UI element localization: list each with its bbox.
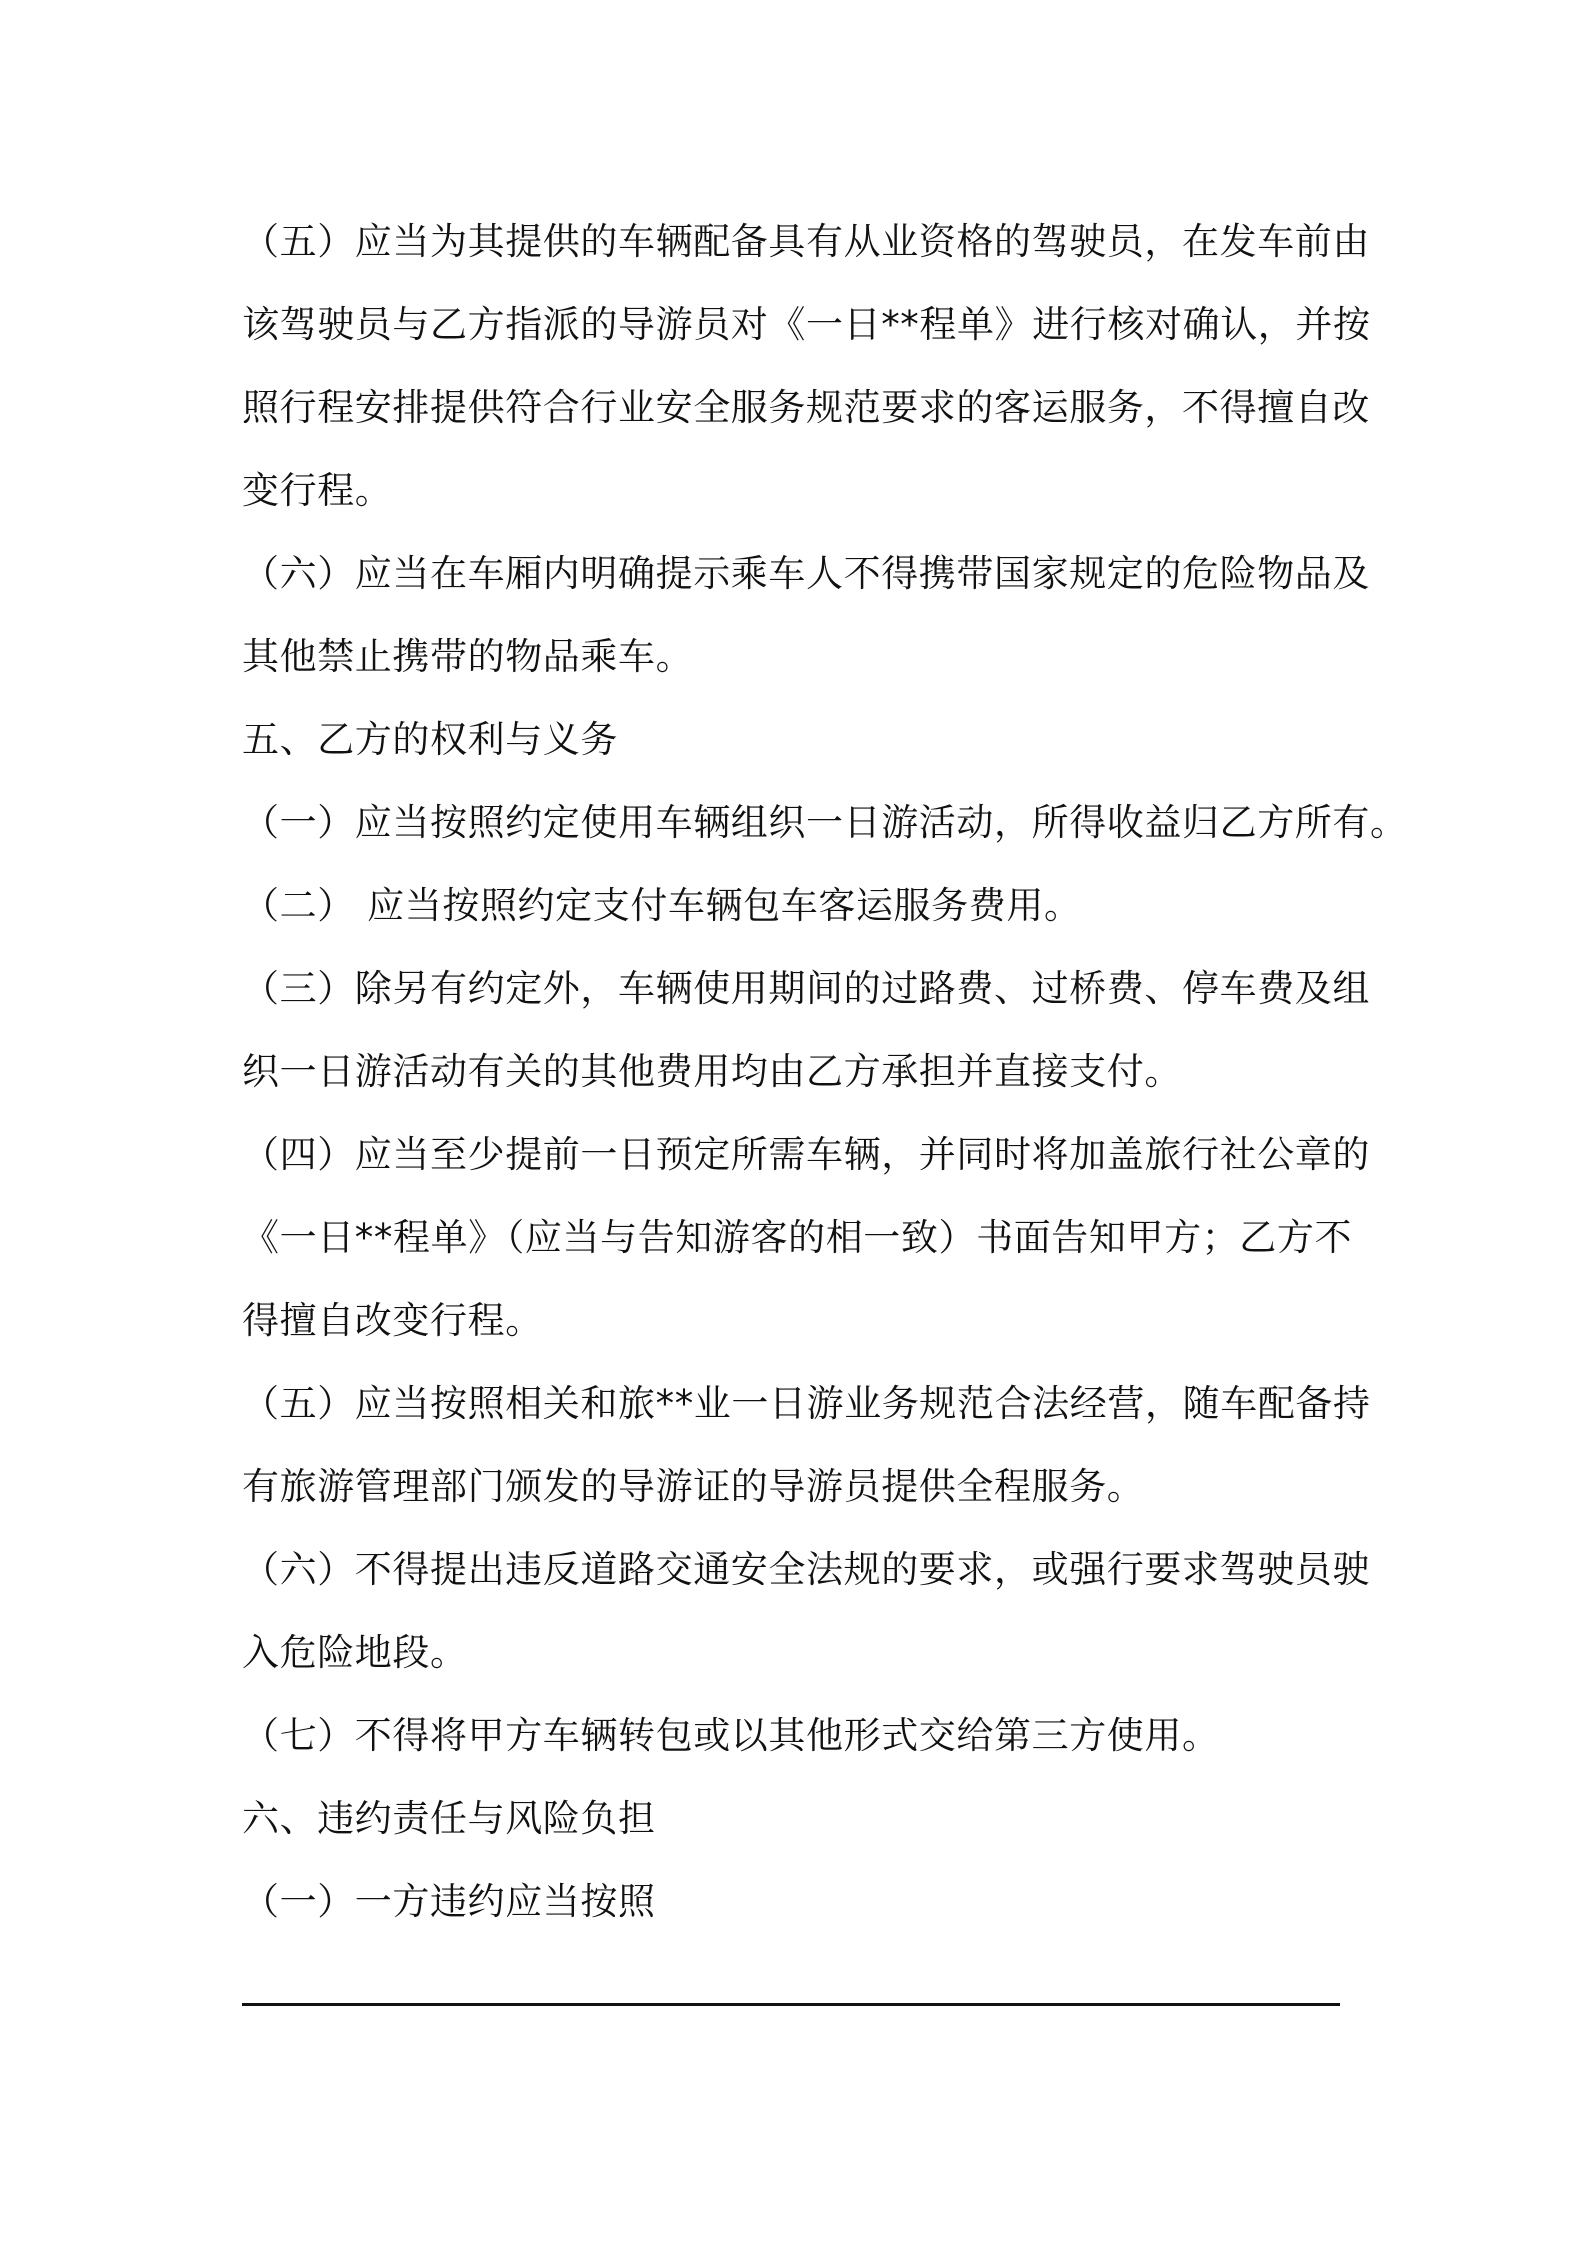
document-body: [242, 200, 1408, 1943]
paragraph-line: 有旅游管理部门颁发的导游证的导游员提供全程服务。: [242, 1465, 1145, 1508]
section-heading: 五、乙方的权利与义务: [242, 718, 618, 761]
paragraph-line: （一）一方违约应当按照: [242, 1880, 656, 1923]
paragraph-line: （五）应当按照相关和旅**业一日游业务规范合法经营，随车配备持: [242, 1382, 1371, 1425]
paragraph-line: 入危险地段。: [242, 1631, 468, 1674]
paragraph-line: 得擅自改变行程。: [242, 1299, 543, 1342]
paragraph-line: （三）除另有约定外，车辆使用期间的过路费、过桥费、停车费及组: [242, 967, 1370, 1010]
fill-in-blank-line: [242, 2003, 1340, 2006]
paragraph-line: 其他禁止携带的物品乘车。: [242, 635, 694, 678]
paragraph-line: 照行程安排提供符合行业安全服务规范要求的客运服务，不得擅自改: [242, 386, 1370, 429]
paragraph-line: 织一日游活动有关的其他费用均由乙方承担并直接支付。: [242, 1050, 1182, 1093]
paragraph-line: （五）应当为其提供的车辆配备具有从业资格的驾驶员，在发车前由: [242, 220, 1370, 263]
paragraph-line: （四）应当至少提前一日预定所需车辆，并同时将加盖旅行社公章的: [242, 1133, 1370, 1176]
paragraph-line: 变行程。: [242, 469, 393, 512]
paragraph-line: （六）应当在车厢内明确提示乘车人不得携带国家规定的危险物品及: [242, 552, 1370, 595]
section-heading: 六、违约责任与风险负担: [242, 1797, 656, 1840]
paragraph-line: 《一日**程单》（应当与告知游客的相一致）书面告知甲方；乙方不: [242, 1216, 1353, 1259]
paragraph-line: （二） 应当按照约定支付车辆包车客运服务费用。: [242, 884, 1082, 927]
paragraph-line: 该驾驶员与乙方指派的导游员对《一日**程单》进行核对确认，并按: [242, 303, 1371, 346]
paragraph-line: （七）不得将甲方车辆转包或以其他形式交给第三方使用。: [242, 1714, 1220, 1757]
paragraph-line: （一）应当按照约定使用车辆组织一日游活动，所得收益归乙方所有。: [242, 801, 1408, 844]
paragraph-line: （六）不得提出违反道路交通安全法规的要求，或强行要求驾驶员驶: [242, 1548, 1370, 1591]
